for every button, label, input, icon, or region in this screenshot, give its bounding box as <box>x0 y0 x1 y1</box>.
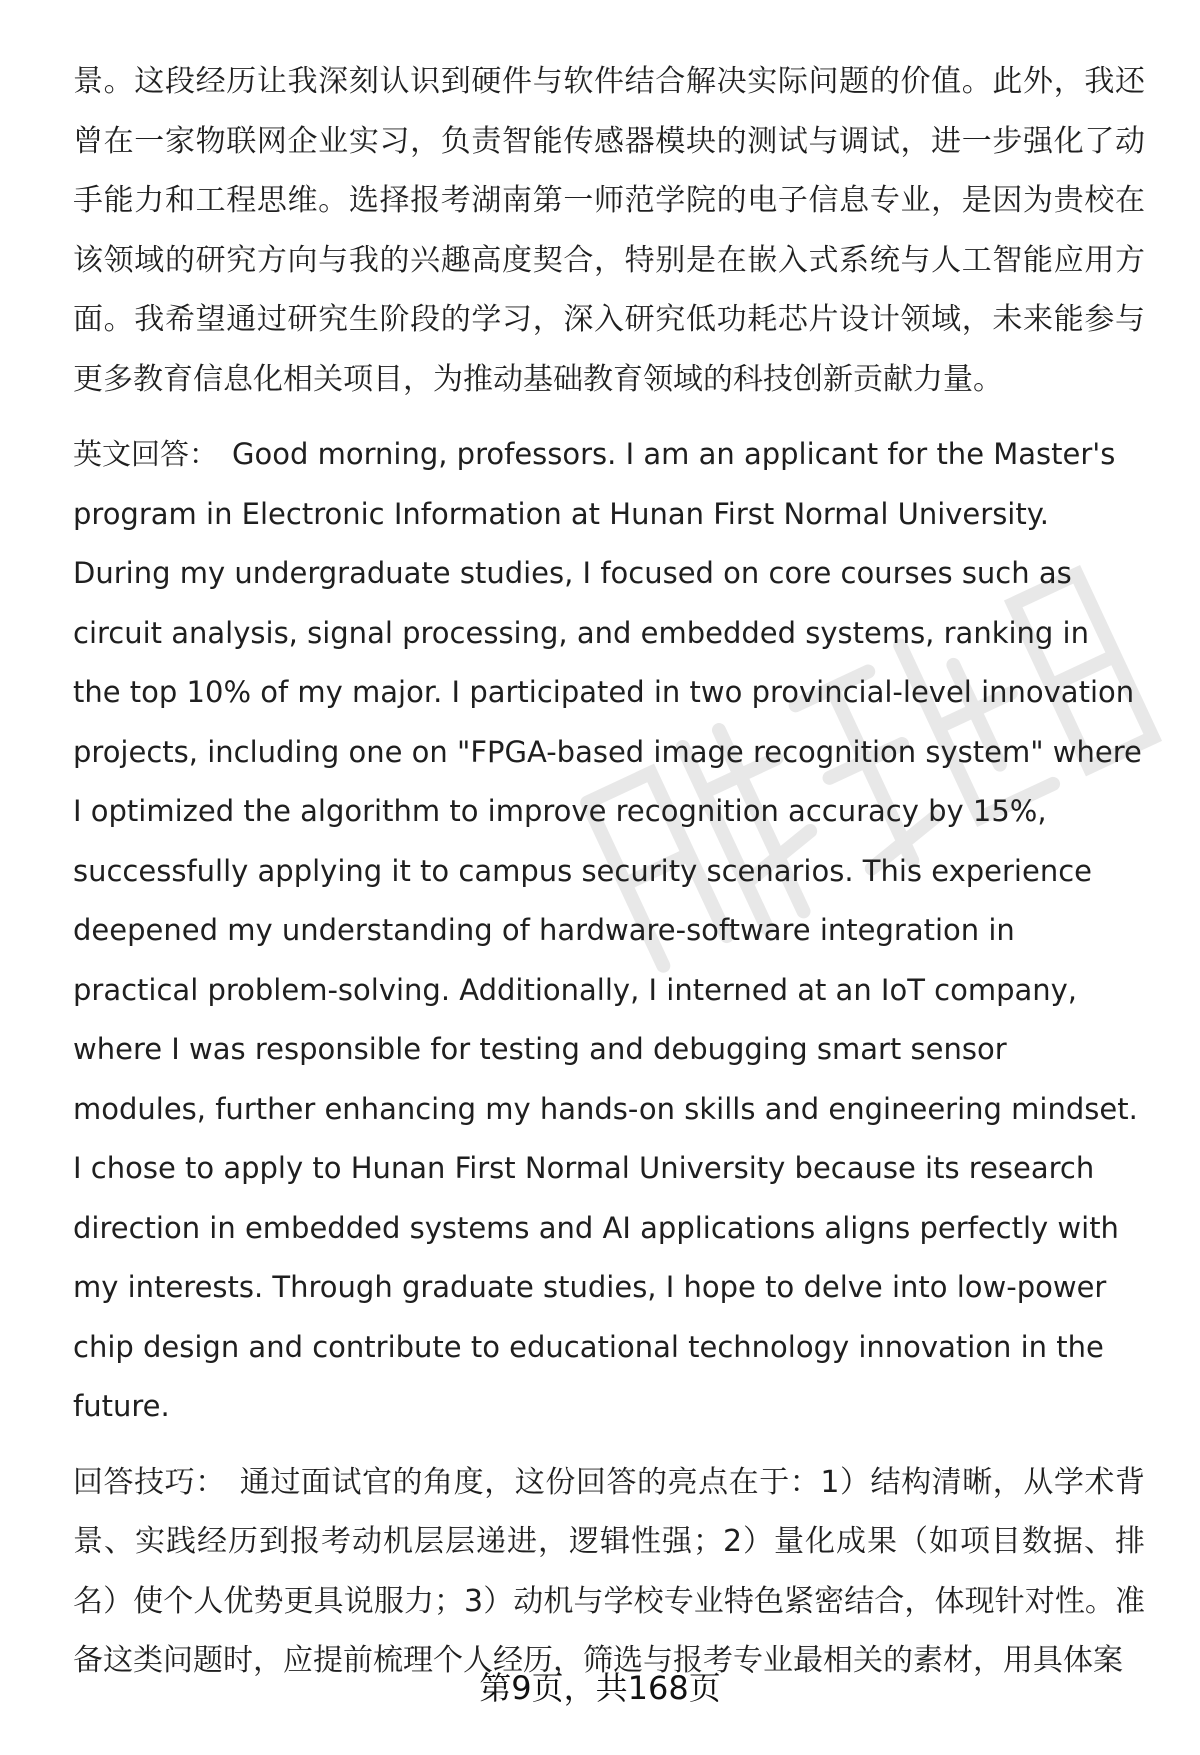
answer-tips-label: 回答技巧： <box>73 1464 226 1500</box>
document-body <box>73 52 1145 1707</box>
answer-tips-paragraph <box>73 1453 1145 1691</box>
english-answer-text: Good morning, professors. I am an applicant for the Master's program in Electronic Information at Hunan First Normal University. During my undergraduate studies, I focused on core courses such as circuit analysis, signal processing, and embedded systems, ranking in the top 10% of my major. I participated in two provincial-level innovation projects, including one on "FPGA-based image recognition system" where I optimized the algorithm to improve recognition accuracy by 15%, successfully applying it to campus security scenarios. This experience deepened my understanding of hardware-software integration in practical problem-solving. Additionally, I interned at an IoT company, where I was responsible for testing and debugging smart sensor modules, further enhancing my hands-on skills and engineering mindset. I chose to apply to Hunan First Normal University because its research direction in embedded systems and AI applications aligns perfectly with my interests. Through graduate studies, I hope to delve into low-power chip design and contribute to educational technology innovation in the future. <box>73 437 1142 1423</box>
english-answer-label: 英文回答： <box>73 437 219 471</box>
answer-tips-text: 通过面试官的角度，这份回答的亮点在于：1）结构清晰，从学术背景、实践经历到报考动机层层递进，逻辑性强；2）量化成果（如项目数据、排名）使个人优势更具说服力；3）动机与学校专业特色紧密结合，体现针对性。准备这类问题时，应提前梳理个人经历，筛选与报考专业最相关的素材，用具体案 <box>73 1464 1145 1678</box>
page-number: 第9页，共168页 <box>479 1669 721 1707</box>
english-answer-paragraph <box>73 425 1145 1437</box>
chinese-paragraph: 景。这段经历让我深刻认识到硬件与软件结合解决实际问题的价值。此外，我还曾在一家物联网企业实习，负责智能传感器模块的测试与调试，进一步强化了动手能力和工程思维。选择报考湖南第一师范学院的电子信息专业，是因为贵校在该领域的研究方向与我的兴趣高度契合，特别是在嵌入式系统与人工智能应用方面。我希望通过研究生阶段的学习，深入研究低功耗芯片设计领域，未来能参与更多教育信息化相关项目，为推动基础教育领域的科技创新贡献力量。 <box>73 64 1145 397</box>
